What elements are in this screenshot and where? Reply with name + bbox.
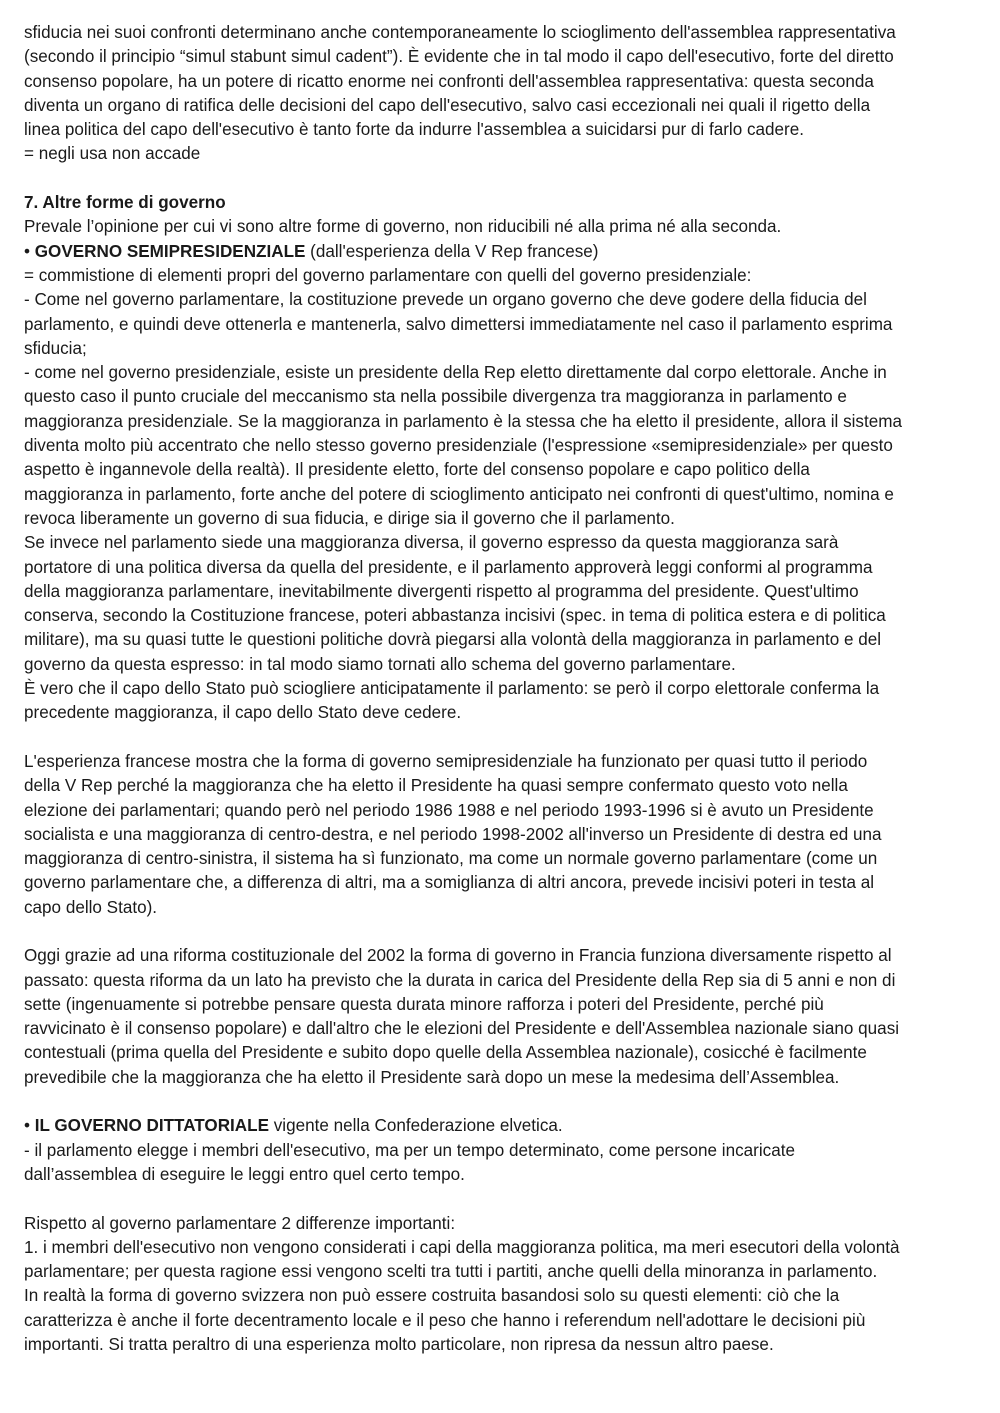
text-line: della V Rep perché la maggioranza che ha eletto il Presidente ha quasi sempre confermato questo voto nella bbox=[24, 776, 848, 796]
text-line: maggioranza di centro-sinistra, il sistema ha sì funzionato, ma come un normale governo parlamentare (come un bbox=[24, 849, 878, 869]
text-line: sfiducia; bbox=[24, 338, 87, 358]
semipresidential-section bbox=[24, 240, 980, 1090]
text-line: sfiducia nei suoi confronti determinano anche contemporaneamente lo scioglimento dell'assemblea rappresentativa bbox=[24, 23, 896, 42]
text-line: elezione dei parlamentari; quando però nel periodo 1986 1988 e nel periodo 1993-1996 si è avuto un Presidente bbox=[24, 800, 874, 820]
text-line: aspetto è ingannevole della realtà). Il presidente eletto, forte del consenso popolare e capo politico della bbox=[24, 460, 810, 480]
dictatorial-section bbox=[24, 1114, 980, 1357]
text-line: sette (ingenuamente si potrebbe pensare questa durata minore rafforza i poteri del Presidente, perché più bbox=[24, 994, 824, 1014]
dictatorial-subtitle: vigente nella Confederazione elvetica. bbox=[269, 1116, 563, 1136]
section-7 bbox=[24, 191, 980, 240]
text-line: parlamento, e quindi deve ottenerla e mantenerla, salvo dimettersi immediatamente nel caso il parlamento esprima bbox=[24, 314, 893, 334]
french-experience-paragraph bbox=[24, 750, 980, 920]
reform-2002-paragraph bbox=[24, 944, 980, 1090]
text-line: prevedibile che la maggioranza che ha eletto il Presidente sarà dopo un mese la medesima dell’Assemblea. bbox=[24, 1067, 840, 1087]
text-line: - Come nel governo parlamentare, la costituzione prevede un organo governo che deve godere della fiducia del bbox=[24, 290, 867, 310]
text-line: passato: questa riforma da un lato ha previsto che la durata in carica del Presidente della Rep sia di 5 anni e non di bbox=[24, 970, 896, 990]
spacer bbox=[24, 1187, 980, 1211]
text-line: linea politica del capo dell'esecutivo è tanto forte da indurre l'assemblea a suicidarsi pur di farlo cadere. bbox=[24, 120, 804, 140]
intro-paragraph bbox=[24, 21, 980, 167]
text-line: Se invece nel parlamento siede una maggioranza diversa, il governo espresso da questa maggioranza sarà bbox=[24, 533, 839, 553]
text-line: maggioranza in parlamento, forte anche del potere di scioglimento anticipato nei confronti di quest'ultimo, nomina e bbox=[24, 484, 894, 504]
bullet: • bbox=[24, 1116, 35, 1136]
text-line: (secondo il principio “simul stabunt simul cadent”). È evidente che in tal modo il capo dell'esecutivo, forte del diretto bbox=[24, 47, 894, 67]
text-line: diventa un organo di ratifica delle decisioni del capo dell'esecutivo, salvo casi eccezionali nei quali il rigetto della bbox=[24, 95, 871, 115]
text-line: dall’assemblea di eseguire le leggi entro quel certo tempo. bbox=[24, 1164, 465, 1184]
bullet: • bbox=[24, 241, 35, 261]
spacer bbox=[24, 726, 980, 750]
spacer bbox=[24, 167, 980, 191]
text-line: L'esperienza francese mostra che la forma di governo semipresidenziale ha funzionato per quasi tutto il periodo bbox=[24, 751, 868, 771]
text-line: 1. i membri dell'esecutivo non vengono considerati i capi della maggioranza politica, ma meri esecutori della volontà bbox=[24, 1237, 900, 1257]
bullet-title-line bbox=[24, 240, 980, 264]
text-line: revoca liberamente un governo di sua fiducia, e dirige sia il governo che il parlamento. bbox=[24, 508, 675, 528]
text-line: caratterizza è anche il forte decentramento locale e il peso che hanno i referendum nell'adottare le decisioni più bbox=[24, 1310, 866, 1330]
text-line: governo da questa espresso: in tal modo siamo tornati allo schema del governo parlamentare. bbox=[24, 654, 736, 674]
spacer bbox=[24, 920, 980, 944]
text-line: socialista e una maggioranza di centro-destra, e nel periodo 1998-2002 all'inverso un Presidente di destra ed una bbox=[24, 824, 882, 844]
text-line: conserva, secondo la Costituzione francese, poteri abbastanza incisivi (spec. in tema di politica estera e di politica bbox=[24, 606, 886, 626]
section-heading: 7. Altre forme di governo bbox=[24, 193, 226, 213]
text-line: maggioranza presidenziale. Se la maggioranza in parlamento è la stessa che ha eletto il presidente, allora il sistema bbox=[24, 411, 902, 431]
text-line: parlamentare; per questa ragione essi vengono scelti tra tutti i partiti, anche quelli della minoranza in parlamento. bbox=[24, 1262, 878, 1282]
text-line: capo dello Stato). bbox=[24, 897, 158, 917]
text-line: questo caso il punto cruciale del meccanismo sta nella possibile divergenza tra maggioranza in parlamento e bbox=[24, 387, 847, 407]
semipresidential-title: GOVERNO SEMIPRESIDENZIALE bbox=[34, 241, 306, 261]
text-line: governo parlamentare che, a differenza di altri, ma a somiglianza di altri ancora, prevede incisivi poteri in testa al bbox=[24, 873, 875, 893]
text-line: importanti. Si tratta peraltro di una esperienza molto particolare, non ripresa da nessun altro paese. bbox=[24, 1335, 774, 1355]
text-line: militare), ma su quasi tutte le questioni politiche dovrà piegarsi alla volontà della maggioranza in parlamento e del bbox=[24, 630, 882, 650]
semipresidential-subtitle: (dall'esperienza della V Rep francese) bbox=[305, 241, 599, 261]
text-line: contestuali (prima quella del Presidente e subito dopo quelle della Assemblea nazionale), cosicché è facilmente bbox=[24, 1043, 867, 1063]
text-line: Rispetto al governo parlamentare 2 differenze importanti: bbox=[24, 1213, 456, 1233]
spacer bbox=[24, 1090, 980, 1114]
text-line: portatore di una politica diversa da quella del presidente, e il parlamento approverà leggi conformi al programma bbox=[24, 557, 873, 577]
text-line: = negli usa non accade bbox=[24, 144, 201, 164]
text-line: In realtà la forma di governo svizzera non può essere costruita basandosi solo su questi elementi: ciò che la bbox=[24, 1286, 840, 1306]
differences-paragraph bbox=[24, 1212, 980, 1358]
text-line: precedente maggioranza, il capo dello Stato deve cedere. bbox=[24, 703, 462, 723]
text-line: - come nel governo presidenziale, esiste un presidente della Rep eletto direttamente dal corpo elettorale. Anche in bbox=[24, 363, 887, 383]
text-line: - il parlamento elegge i membri dell'esecutivo, ma per un tempo determinato, come persone incaricate bbox=[24, 1140, 795, 1160]
text-line: diventa molto più accentrato che nello stesso governo presidenziale (l'espressione «semipresidenziale» per questo bbox=[24, 436, 893, 456]
section-heading-line bbox=[24, 191, 980, 215]
text-line: È vero che il capo dello Stato può sciogliere anticipatamente il parlamento: se però il corpo elettorale conferma la bbox=[24, 679, 880, 699]
text-line: = commistione di elementi propri del governo parlamentare con quelli del governo presidenziale: bbox=[24, 265, 752, 285]
text-line: consenso popolare, ha un potere di ricatto enorme nei confronti dell'assemblea rappresentativa: questa seconda bbox=[24, 71, 874, 91]
text-line: Oggi grazie ad una riforma costituzionale del 2002 la forma di governo in Francia funziona diversamente rispetto al bbox=[24, 946, 892, 966]
text-line: della maggioranza parlamentare, inevitabilmente divergenti rispetto al programma del presidente. Quest'ultimo bbox=[24, 581, 859, 601]
text-line: Prevale l’opinione per cui vi sono altre forme di governo, non riducibili né alla prima né alla seconda. bbox=[24, 217, 782, 237]
text-line: ravvicinato è il consenso popolare) e dall'altro che le elezioni del Presidente e dell'Assemblea nazionale siano quasi bbox=[24, 1019, 900, 1039]
dictatorial-title: IL GOVERNO DITTATORIALE bbox=[34, 1116, 269, 1136]
bullet-title-line bbox=[24, 1114, 980, 1138]
